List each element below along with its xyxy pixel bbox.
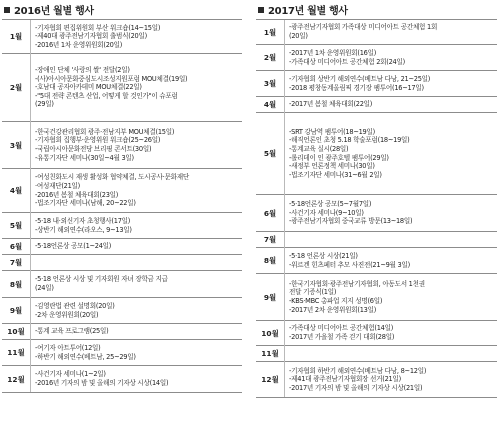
month-events — [31, 20, 243, 54]
event-line: -2016년 기자의 밤 및 올해의 기자상 시상(14일) — [35, 379, 169, 387]
event-line: -5·18 언론상 시상(21일) — [289, 251, 358, 260]
month-row — [256, 20, 497, 45]
month-label: 5월 — [256, 113, 285, 195]
month-label: 11월 — [256, 346, 285, 362]
panel-2016 — [2, 0, 242, 393]
month-label: 4월 — [256, 97, 285, 113]
event-line: -2017년 1차 운영위원회(16일) — [289, 48, 377, 57]
month-label: 7월 — [256, 232, 285, 248]
panel-2016-title: 2016년 월별 행사 — [14, 6, 94, 17]
month-events — [285, 20, 498, 45]
event-line: -5·18언론상 공모(5~7월7일) — [289, 200, 372, 209]
month-events — [31, 340, 243, 366]
month-events — [31, 255, 243, 271]
month-events — [285, 45, 498, 71]
month-events — [31, 324, 243, 340]
event-line: -5·18 내·외신기자 초청행사(17일) — [35, 216, 131, 225]
month-label: 10월 — [2, 324, 31, 340]
month-events — [31, 366, 243, 393]
month-row — [2, 366, 242, 393]
event-line: -가족대상 미디어아트 공간체험 2회(24일) — [289, 57, 405, 66]
month-events — [285, 274, 498, 321]
event-line: -기자협회 상반기 해외연수(베트남 다낭, 21~25일) — [289, 74, 431, 83]
events-table-2016 — [2, 19, 242, 393]
month-row — [256, 274, 497, 321]
event-line: -2016년 봄철 체육대회(23일) — [35, 190, 119, 199]
event-line: -사건기자 세미나(9~10일) — [289, 208, 364, 217]
square-bullet-icon — [258, 7, 264, 13]
event-line: -2차 운영위원회(20일) — [35, 310, 99, 319]
month-events — [31, 298, 243, 324]
month-label: 2월 — [256, 45, 285, 71]
month-row — [256, 346, 497, 362]
month-row — [2, 255, 242, 271]
event-line: -호남대 공자아카데미 MOU체결(22일) — [35, 83, 142, 92]
month-label: 2월 — [2, 54, 31, 122]
event-line: -국립아시아문화전당 브리핑 콘서트(30일) — [35, 145, 152, 153]
month-row — [256, 195, 497, 232]
month-row — [256, 113, 497, 195]
event-line: -5·18언론상 공모(1~24일) — [35, 242, 112, 251]
month-label: 1월 — [2, 20, 31, 54]
month-label: 3월 — [2, 122, 31, 169]
month-label: 1월 — [256, 20, 285, 45]
event-line: -기자협회 하반기 해외연수(베트남 다낭, 8~12일) — [289, 366, 427, 375]
event-line: -제41대 광주전남기자협회장 선거(21일) — [289, 375, 401, 384]
event-line: -2017년 봄철 체육대회(22일) — [289, 100, 373, 109]
event-line: -광주전남기자협회 중국교류 방문(13~18일) — [289, 217, 413, 226]
month-label: 12월 — [2, 366, 31, 393]
event-line: -여기자 아트투어(12일) — [35, 343, 101, 352]
month-row — [2, 298, 242, 324]
event-line: -기자협회 편집위원회 부산 워크숍(14~15일) — [35, 23, 161, 32]
month-events — [31, 271, 243, 298]
event-line: (20일) — [289, 32, 308, 40]
month-row — [2, 271, 242, 298]
event-line: -제40대 광주전남기자협회 출범식(20일) — [35, 32, 147, 41]
event-line: -상반기 해외연수(라오스, 9~13일) — [35, 225, 132, 234]
month-row — [256, 97, 497, 113]
event-line: -(사)아시아문화중심도시조성지원포럼 MOU체결(19일) — [35, 74, 188, 83]
month-row — [256, 321, 497, 346]
event-line: -가족대상 미디어아트 공간체험(14일) — [289, 324, 394, 333]
month-row — [2, 239, 242, 255]
month-label: 11월 — [2, 340, 31, 366]
event-line: -2016년 1차 운영위원회(20일) — [35, 40, 123, 49]
event-line: (24일) — [35, 284, 54, 292]
month-row — [2, 20, 242, 54]
month-events — [285, 71, 498, 97]
month-label: 6월 — [2, 239, 31, 255]
event-line: -여성친화도시 재생 활성화 협약체결, 도시공사·문화재단 — [35, 173, 189, 182]
event-line: -롤리데이 인 광주호텔 팸투어(29일) — [289, 153, 389, 162]
month-events — [285, 248, 498, 274]
event-line: -통계교육 실시(28일) — [289, 144, 349, 153]
month-events — [31, 169, 243, 213]
event-line: -해직언론인 초청 5.18 학술포럼(18~19일) — [289, 136, 410, 145]
event-line: 전달 기증식(1일) — [289, 288, 337, 297]
month-label: 8월 — [256, 248, 285, 274]
event-line: -한국기자협회·광주전남기자협회, 아동도서 1천권 — [289, 279, 425, 288]
month-label: 8월 — [2, 271, 31, 298]
event-line: -새정부 언론정책 세미나(30일) — [289, 162, 375, 171]
event-line: -KBS·MBC 총파업 지지 성명(6일) — [289, 297, 383, 305]
event-line: -통계 교육 프로그램(25일) — [35, 327, 109, 336]
event-line: -5·18 언론상 시상 및 기자회원 자녀 장학금 지급 — [35, 275, 168, 284]
event-line: -하반기 해외연수(베트남, 25~29일) — [35, 352, 136, 361]
month-events — [31, 239, 243, 255]
event-line: -2017년 2차 운영위원회(13일) — [289, 305, 377, 314]
month-label: 10월 — [256, 321, 285, 346]
month-events — [31, 213, 243, 239]
month-row — [256, 71, 497, 97]
event-line: -"5대 전략 콘텐츠 산업, 어떻게 할 것인가"이 슈포럼 — [35, 91, 178, 100]
month-events — [31, 54, 243, 122]
month-row — [256, 45, 497, 71]
month-label: 4월 — [2, 169, 31, 213]
month-row — [256, 362, 497, 398]
month-label: 3월 — [256, 71, 285, 97]
month-label: 6월 — [256, 195, 285, 232]
event-line: -사건기자 세미나(1~2일) — [35, 370, 106, 379]
event-line: -한국건강관리협회 광주·전남지부 MOU체결(15일) — [35, 127, 175, 136]
event-line: -2018 평창동계올림픽 경기장 팸투어(16~17일) — [289, 83, 424, 92]
event-line: -SRT 강남역 팸투어(18~19일) — [289, 127, 375, 136]
event-line: -유통기자단 세미나(30일~4월 3일) — [35, 153, 134, 162]
month-events — [31, 122, 243, 169]
event-line: -2017년 가을철 가족 걷기 대회(28일) — [289, 333, 395, 341]
panel-2017-header — [256, 0, 497, 19]
month-row — [2, 122, 242, 169]
month-events — [285, 362, 498, 398]
month-label: 9월 — [2, 298, 31, 324]
month-label: 5월 — [2, 213, 31, 239]
event-line: -기자협회 집행부·운영위원 워크숍(25~26일) — [35, 136, 161, 145]
month-row — [256, 232, 497, 248]
month-events — [285, 113, 498, 195]
event-line: -법조기자단 세미나(남해, 20~22일) — [35, 199, 136, 208]
panel-2017 — [256, 0, 497, 398]
month-events — [285, 321, 498, 346]
month-row — [2, 340, 242, 366]
month-events — [285, 195, 498, 232]
square-bullet-icon — [4, 7, 10, 13]
panel-2016-header — [2, 0, 242, 19]
month-label: 12월 — [256, 362, 285, 398]
event-line: (29일) — [35, 100, 54, 109]
event-line: -2017년 기자의 밤 및 올해의 기자상 시상(21일) — [289, 383, 423, 392]
month-events — [285, 232, 498, 248]
month-events — [285, 97, 498, 113]
month-label: 9월 — [256, 274, 285, 321]
month-row — [2, 324, 242, 340]
events-table-2017 — [256, 19, 497, 398]
month-events — [285, 346, 498, 362]
month-label: 7월 — [2, 255, 31, 271]
event-line: -법조기자단 세미나(31~6월 2일) — [289, 170, 382, 179]
event-line: -광주전남기자협회 가족대상 미디어아트 공간체험 1회 — [289, 23, 438, 32]
month-row — [2, 213, 242, 239]
month-row — [256, 248, 497, 274]
event-line: -장애인 단체 '사랑의 쌀' 전달(2일) — [35, 66, 130, 75]
event-line: -위르겐 힌츠페터 추모 사진전(21~9월 3일) — [289, 260, 410, 269]
panel-2017-title: 2017년 월별 행사 — [268, 6, 348, 17]
month-row — [2, 169, 242, 213]
event-line: -김영란법 관련 설명회(20일) — [35, 301, 115, 310]
event-line: ·여성재단(21일) — [35, 181, 80, 190]
month-row — [2, 54, 242, 122]
